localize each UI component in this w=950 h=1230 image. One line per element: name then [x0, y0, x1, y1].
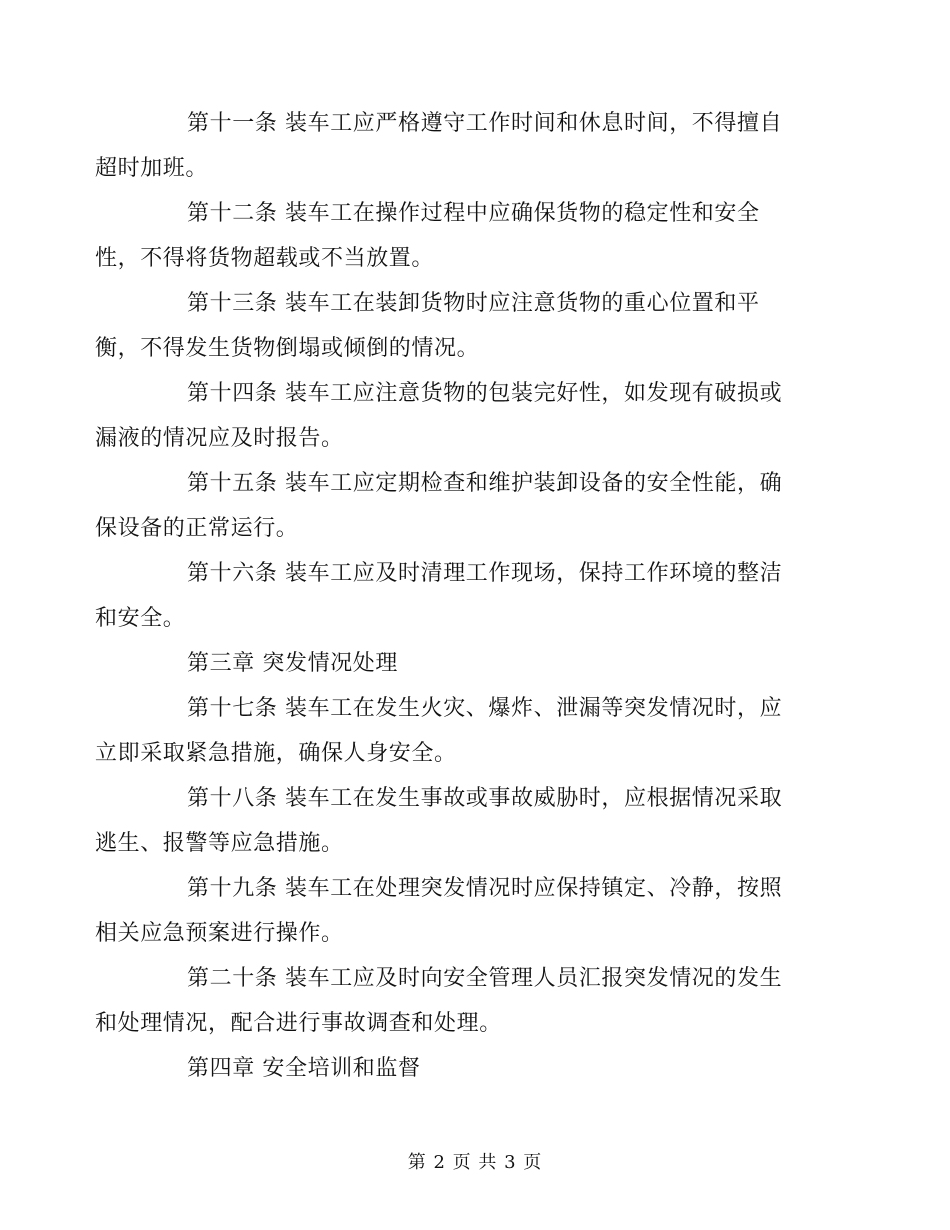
article-17	[95, 686, 813, 776]
article-13	[95, 281, 813, 371]
article-line: 第十九条 装车工在处理突发情况时应保持镇定、冷静，按照	[187, 876, 783, 901]
page-number-footer: 第 2 页 共 3 页	[407, 1152, 543, 1173]
article-line: 和安全。	[95, 606, 186, 631]
article-16	[95, 551, 813, 641]
article-19	[95, 866, 813, 956]
document-body	[95, 101, 813, 1091]
article-line: 和处理情况，配合进行事故调查和处理。	[95, 1011, 502, 1036]
article-line: 衡，不得发生货物倒塌或倾倒的情况。	[95, 336, 480, 361]
article-line: 第十二条 装车工在操作过程中应确保货物的稳定性和安全	[187, 201, 760, 226]
article-line: 超时加班。	[95, 156, 209, 181]
chapter-heading-4: 第四章 安全培训和监督	[187, 1056, 421, 1081]
article-12	[95, 191, 813, 281]
article-line: 第十六条 装车工应及时清理工作现场，保持工作环境的整洁	[187, 561, 783, 586]
article-line: 第十四条 装车工应注意货物的包装完好性，如发现有破损或	[187, 381, 783, 406]
article-line: 漏液的情况应及时报告。	[95, 426, 344, 451]
article-line: 立即采取紧急措施，确保人身安全。	[95, 741, 457, 766]
article-line: 第十一条 装车工应严格遵守工作时间和休息时间，不得擅自	[187, 111, 783, 136]
article-line: 逃生、报警等应急措施。	[95, 831, 344, 856]
article-18	[95, 776, 813, 866]
article-line: 第十三条 装车工在装卸货物时应注意货物的重心位置和平	[187, 291, 760, 316]
article-14	[95, 371, 813, 461]
article-20	[95, 956, 813, 1046]
article-line: 性，不得将货物超载或不当放置。	[95, 246, 435, 271]
article-11	[95, 101, 813, 191]
article-line: 第十八条 装车工在发生事故或事故威胁时，应根据情况采取	[187, 786, 783, 811]
chapter-heading-3: 第三章 突发情况处理	[187, 651, 398, 676]
article-line: 相关应急预案进行操作。	[95, 921, 344, 946]
article-15	[95, 461, 813, 551]
article-line: 第十七条 装车工在发生火灾、爆炸、泄漏等突发情况时，应	[187, 696, 783, 721]
article-line: 第十五条 装车工应定期检查和维护装卸设备的安全性能，确	[187, 471, 783, 496]
article-line: 第二十条 装车工应及时向安全管理人员汇报突发情况的发生	[187, 966, 783, 991]
article-line: 保设备的正常运行。	[95, 516, 299, 541]
